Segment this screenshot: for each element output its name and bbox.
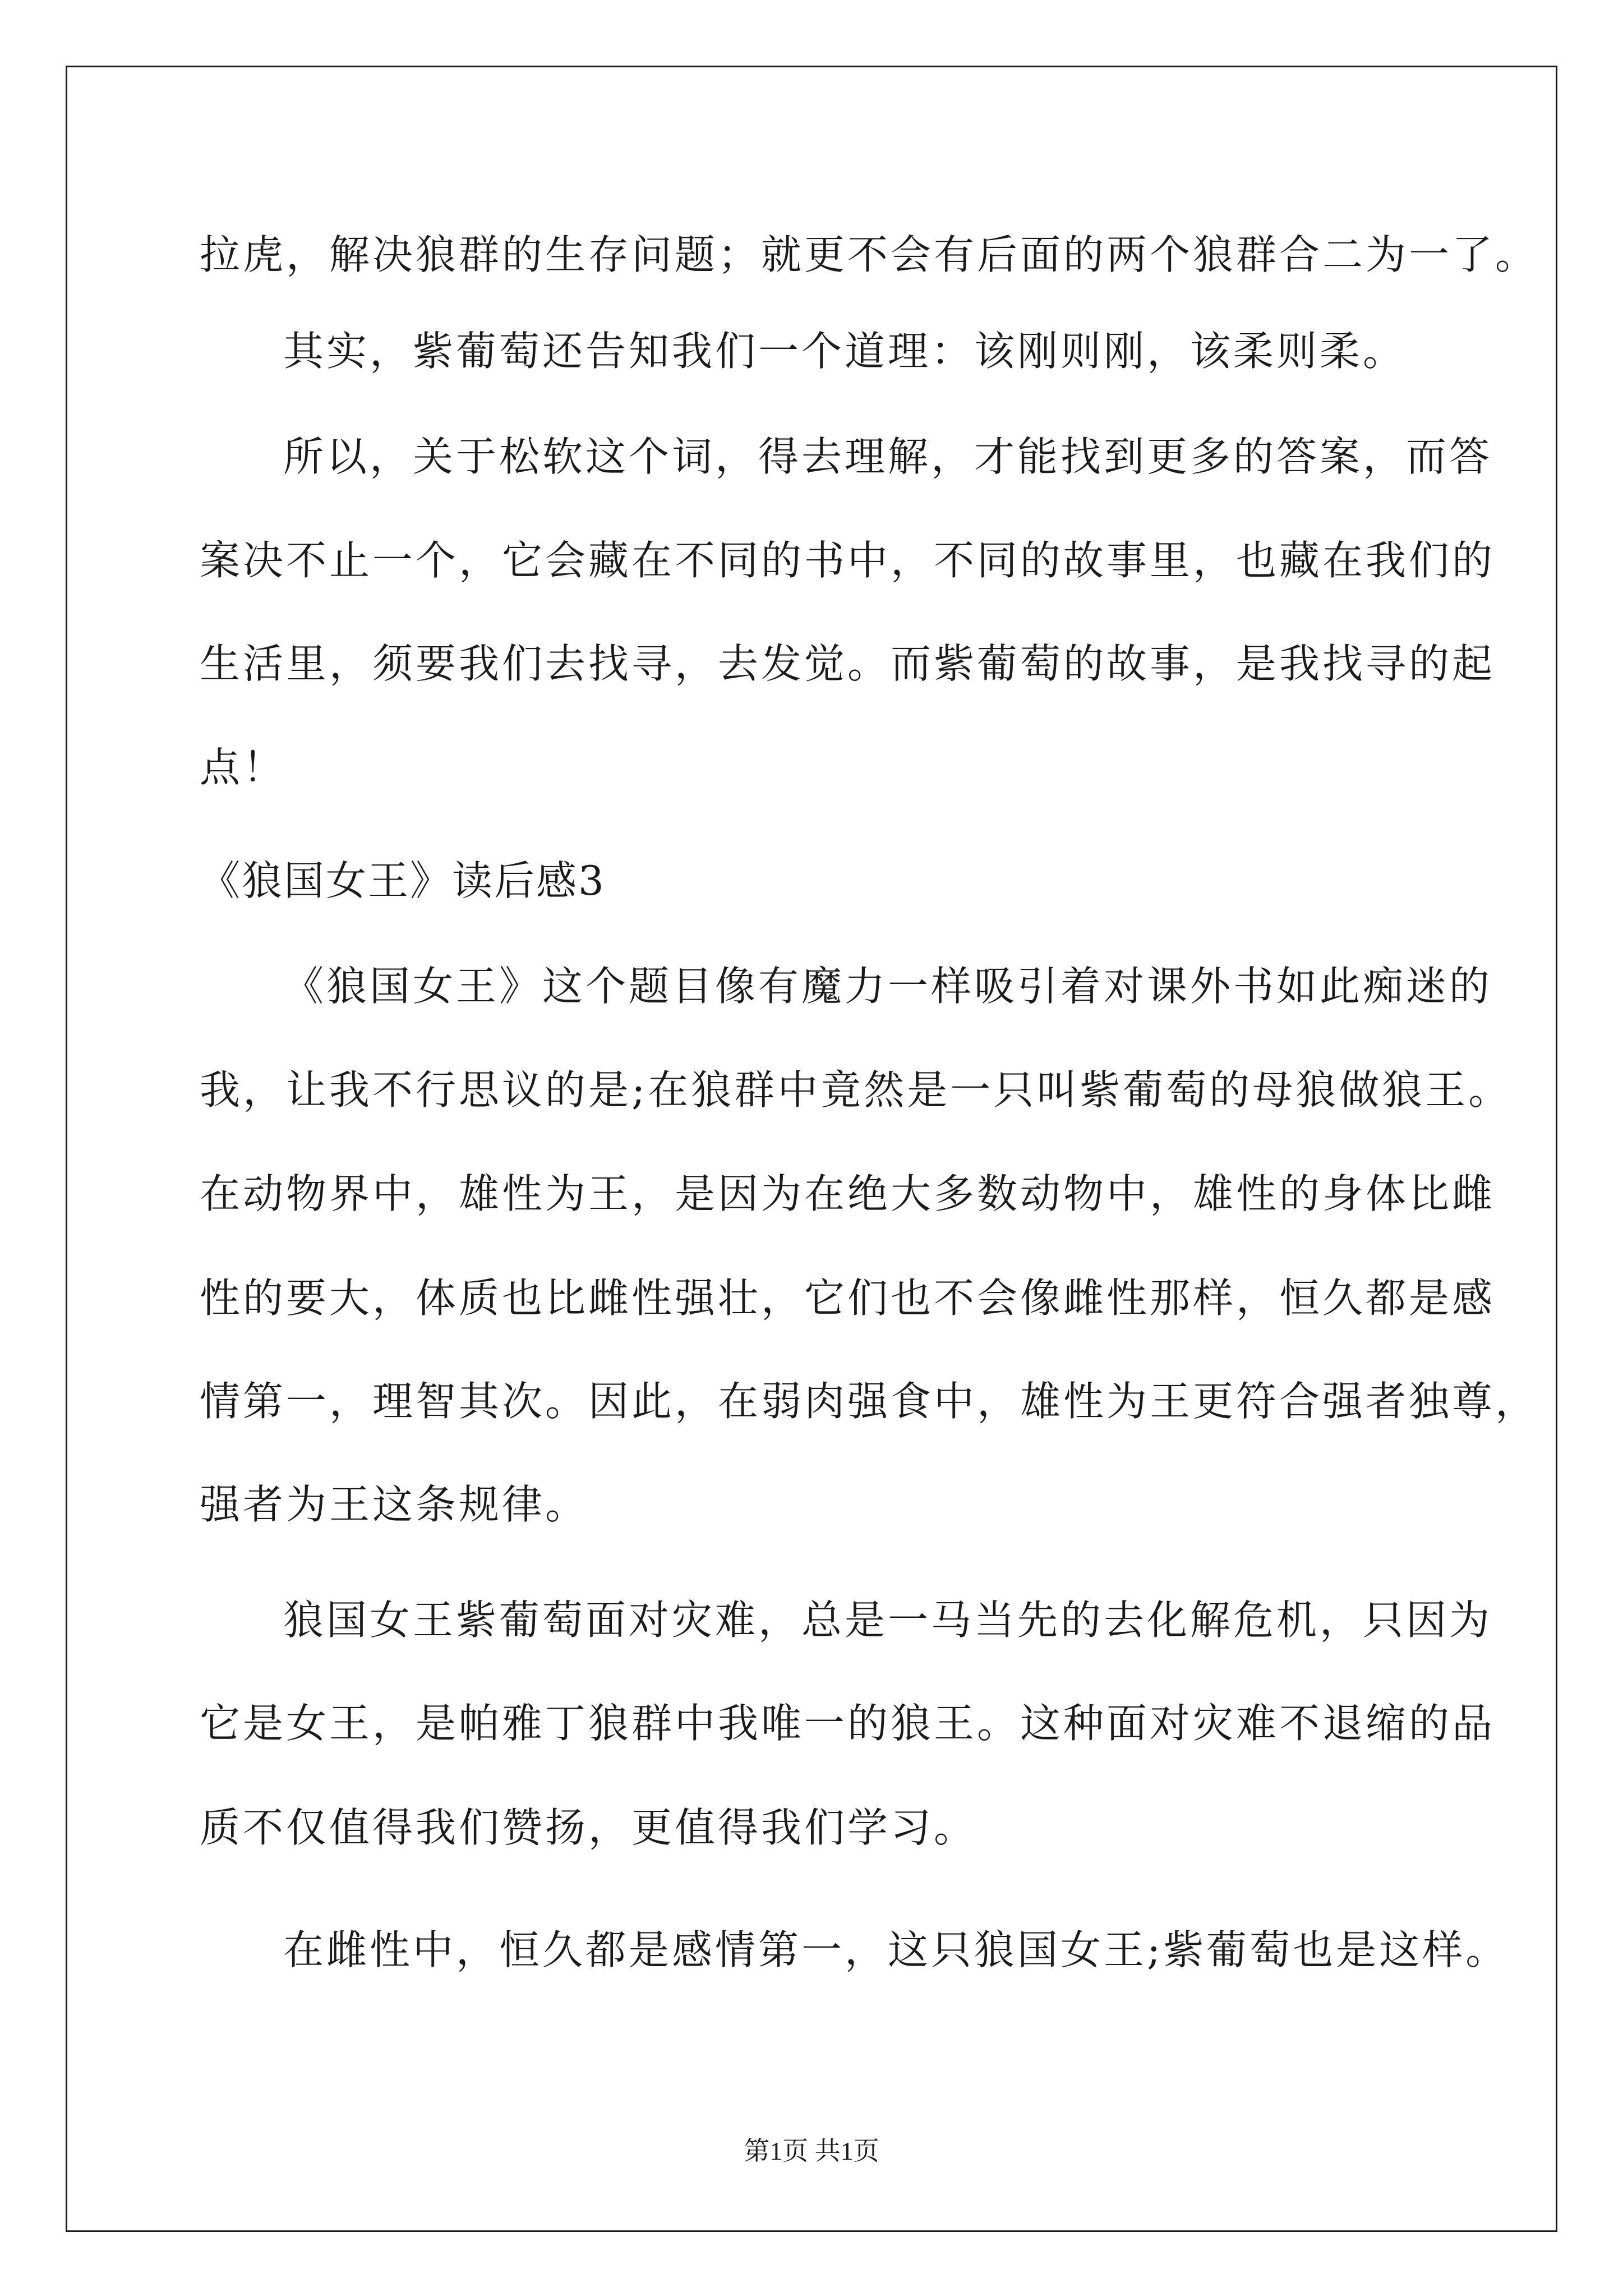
paragraph-start: 所以，关于松软这个词，得去理解，才能找到更多的答案，而答 — [283, 433, 1493, 480]
text-line: 生活里，须要我们去找寻，去发觉。而紫葡萄的故事，是我找寻的起 — [200, 640, 1496, 687]
text-line: 我，让我不行思议的是;在狼群中竟然是一只叫紫葡萄的母狼做狼王。 — [200, 1066, 1512, 1114]
page-border — [66, 66, 1557, 2232]
text-line: 性的要大，体质也比雌性强壮，它们也不会像雌性那样，恒久都是感 — [200, 1274, 1496, 1322]
text-line: 质不仅值得我们赞扬，更值得我们学习。 — [200, 1804, 978, 1851]
text-line: 情第一，理智其次。因此，在弱肉强食中，雄性为王更符合强者独尊， — [200, 1378, 1539, 1425]
section-heading: 《狼国女王》读后感3 — [200, 857, 606, 904]
text-line: 在动物界中，雄性为王，是因为在绝大多数动物中，雄性的身体比雌 — [200, 1170, 1496, 1217]
text-line: 强者为王这条规律。 — [200, 1481, 589, 1528]
text-line: 点！ — [200, 744, 287, 791]
text-line: 案决不止一个，它会藏在不同的书中，不同的故事里，也藏在我们的 — [200, 537, 1496, 584]
text-line: 它是女王，是帕雅丁狼群中我唯一的狼王。这种面对灾难不退缩的品 — [200, 1700, 1496, 1747]
text-line: 拉虎，解决狼群的生存问题；就更不会有后面的两个狼群合二为一了。 — [200, 231, 1539, 278]
page-number-footer: 第1页 共1页 — [744, 2137, 879, 2165]
paragraph-start: 《狼国女王》这个题目像有魔力一样吸引着对课外书如此痴迷的 — [283, 963, 1493, 1010]
paragraph-start: 狼国女王紫葡萄面对灾难，总是一马当先的去化解危机，只因为 — [283, 1596, 1493, 1644]
paragraph-start: 在雌性中，恒久都是感情第一，这只狼国女王;紫葡萄也是这样。 — [283, 1926, 1509, 1973]
paragraph-start: 其实，紫葡萄还告知我们一个道理：该刚则刚，该柔则柔。 — [283, 328, 1407, 375]
